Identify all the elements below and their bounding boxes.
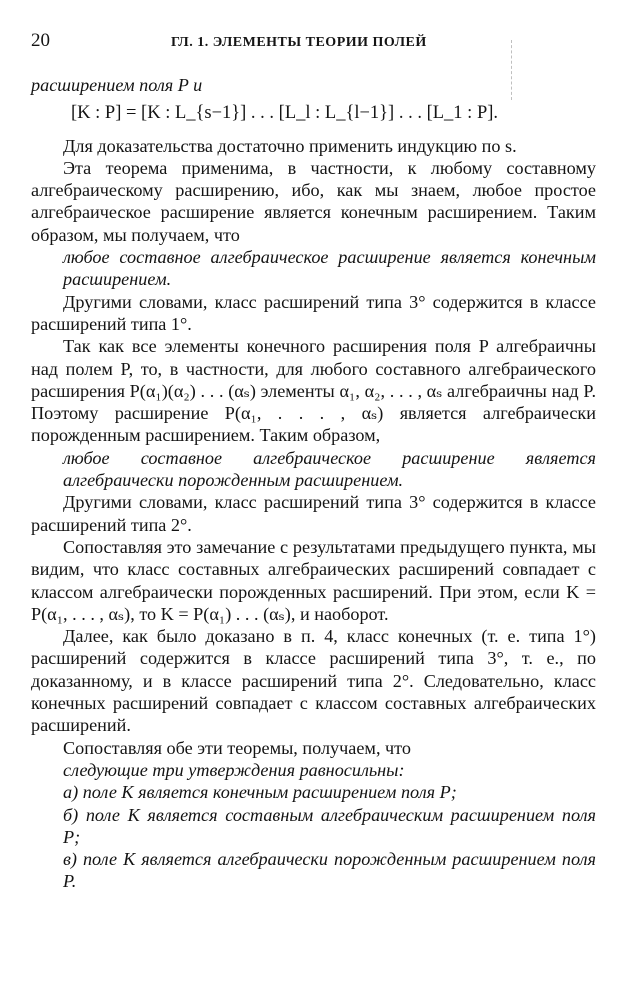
- equivalence-heading: следующие три утверждения равносильны:: [63, 759, 405, 780]
- page-number: 20: [31, 30, 50, 51]
- paragraph-proof: Для доказательства достаточно применить индукцию по s.: [63, 135, 517, 156]
- page-header: [31, 30, 596, 54]
- paragraph-comparison: Сопоставляя это замечание с результатами предыдущего пункта, мы видим, что класс составных алгебраических расширений совпадает с классом алгебраически порожденных расширений. При этом, если K = P(α₁, . . . , αₛ), то K = P(α₁) . . . (αₛ), и наоборот.: [31, 536, 596, 624]
- paragraph-finite-class: Далее, как было доказано в п. 4, класс конечных (т. е. типа 1°) расширений содержится в классе расширений типа 3°, т. е., по доказанному, и в классе расширений типа 2°. Следовательно, класс конечных расширений совпадает с классом составных алгебраических расширений.: [31, 626, 596, 736]
- paragraph-class-3-in-2: Другими словами, класс расширений типа 3° содержится в классе расширений типа 2°.: [31, 492, 596, 535]
- book-page: [31, 30, 596, 893]
- paragraph-class-3-in-1: Другими словами, класс расширений типа 3° содержится в классе расширений типа 1°.: [31, 291, 596, 334]
- equivalence-item-a: а) поле K является конечным расширением поля P;: [63, 782, 457, 803]
- running-title: ГЛ. 1. ЭЛЕМЕНТЫ ТЕОРИИ ПОЛЕЙ: [171, 35, 427, 50]
- paragraph-theorem-application: Эта теорема применима, в частности, к любому составному алгебраическому расширению, ибо, как мы знаем, любое простое алгебраическое расширение является конечным расширением. Таким образом, мы получаем, что: [31, 157, 596, 245]
- statement-generated: любое составное алгебраическое расширение является алгебраически порожденным расширением.: [63, 447, 596, 491]
- paragraph-algebraic-elements: Так как все элементы конечного расширения поля P алгебраичны над полем P, то, в частности, для любого составного алгебраического расширения P(α₁)(α₂) . . . (αₛ) элементы α₁, α₂, . . . , αₛ алгебраичны над P. Поэтому расширение P(α₁, . . . , αₛ) является алгебраически порожденным расширением. Таким образом,: [31, 336, 596, 446]
- intro-line: расширением поля P и: [31, 75, 203, 95]
- statement-finite: любое составное алгебраическое расширение является конечным расширением.: [63, 247, 596, 290]
- paragraph-conclusion-lead: Сопоставляя обе эти теоремы, получаем, что: [63, 737, 411, 758]
- degree-formula: [K : P] = [K : L_{s−1}] . . . [L_l : L_{l−1}] . . . [L_1 : P].: [71, 103, 499, 124]
- equivalence-item-c: в) поле K является алгебраически порожденным расширением поля P.: [63, 849, 596, 892]
- equivalence-item-b: б) поле K является составным алгебраическим расширением поля P;: [63, 804, 596, 847]
